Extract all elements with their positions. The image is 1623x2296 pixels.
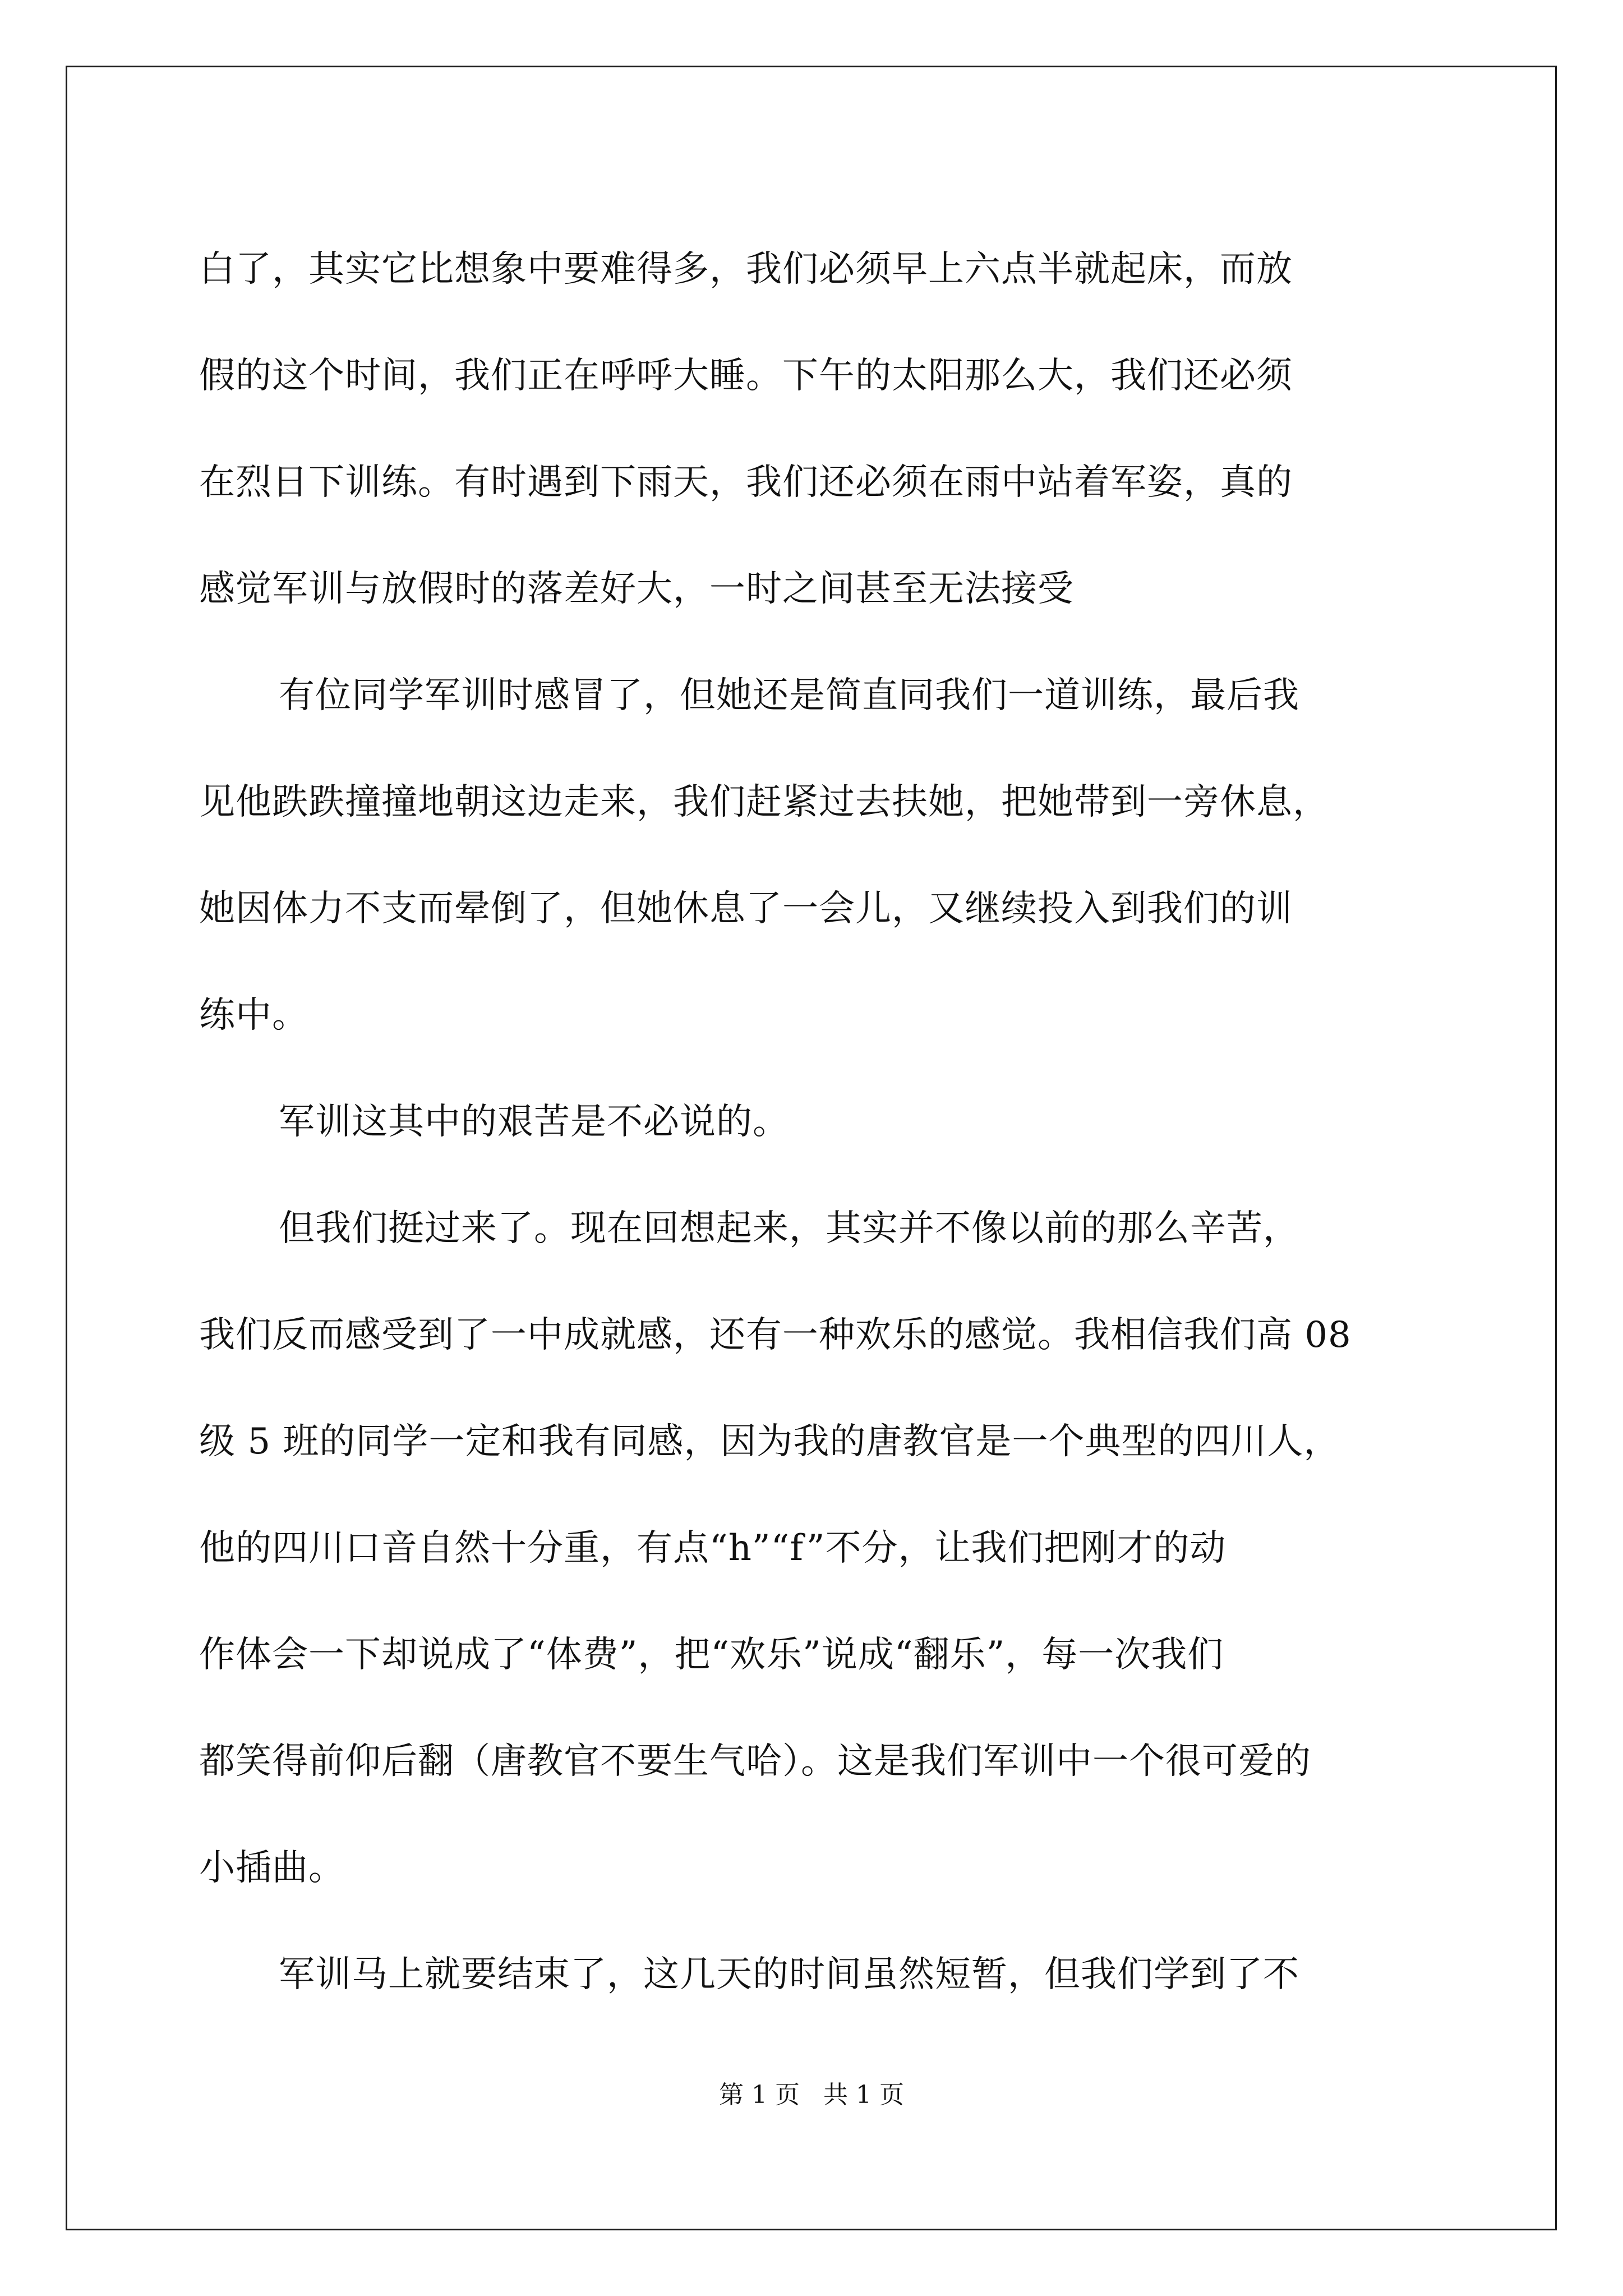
paragraph-first-line: 但我们挺过来了。现在回想起来，其实并不像以前的那么辛苦， [279,1208,1299,1249]
text-line: 感觉军训与放假时的落差好大，一时之间甚至无法接受 [199,568,1074,610]
document-body [199,216,1433,2028]
text-line: 小插曲。 [199,1847,345,1889]
text-line: 白了，其实它比想象中要难得多，我们必须早上六点半就起床，而放 [199,249,1293,290]
paragraph-first-line: 有位同学军训时感冒了，但她还是简直同我们一道训练，最后我 [279,675,1299,716]
text-line: 都笑得前仰后翻（唐教官不要生气哈）。这是我们军训中一个很可爱的 [199,1741,1311,1782]
text-line: 练中。 [199,995,308,1036]
text-line: 级 5 班的同学一定和我有同感，因为我的唐教官是一个典型的四川人， [199,1421,1340,1462]
text-line: 作体会一下却说成了“体费”，把“欢乐”说成“翻乐”，每一次我们 [199,1634,1224,1676]
text-line: 我们反而感受到了一中成就感，还有一种欢乐的感觉。我相信我们高 08 [199,1314,1352,1356]
paragraph-first-line: 军训这其中的艰苦是不必说的。 [279,1101,789,1143]
text-line: 假的这个时间，我们正在呼呼大睡。下午的太阳那么大，我们还必须 [199,355,1293,397]
text-line: 见他跌跌撞撞地朝这边走来，我们赶紧过去扶她，把她带到一旁休息， [199,781,1329,823]
text-line: 他的四川口音自然十分重，有点“h”“f”不分，让我们把刚才的动 [199,1527,1227,1569]
text-line: 她因体力不支而晕倒了，但她休息了一会儿，又继续投入到我们的训 [199,888,1293,930]
paragraph-first-line: 军训马上就要结束了，这几天的时间虽然短暂，但我们学到了不 [279,1954,1299,1995]
text-line: 在烈日下训练。有时遇到下雨天，我们还必须在雨中站着军姿，真的 [199,462,1293,503]
page-number-footer: 第 1 页 共 1 页 [719,2081,904,2109]
